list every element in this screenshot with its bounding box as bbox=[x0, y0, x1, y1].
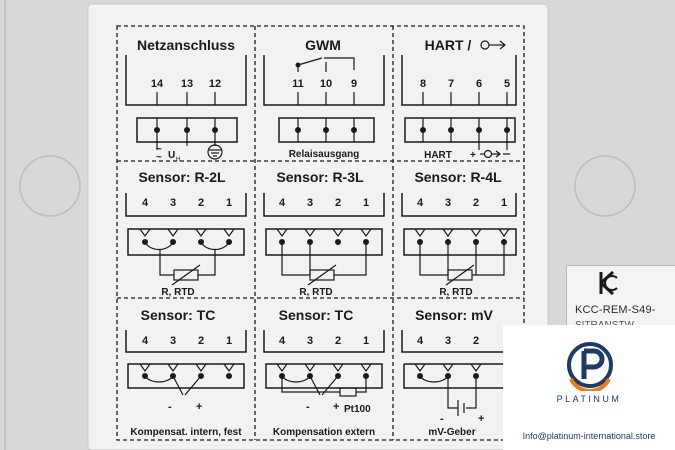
terminal-label: 4 bbox=[141, 197, 149, 209]
label-sheet bbox=[88, 4, 548, 450]
brand-name: PLATINUM bbox=[556, 394, 622, 404]
terminal-label: 10 bbox=[319, 78, 333, 90]
panel-title: Sensor: mV bbox=[415, 307, 493, 323]
terminal-label: 1 bbox=[362, 197, 370, 209]
terminal-label: 5 bbox=[503, 78, 511, 90]
panel-title: Sensor: R-3L bbox=[276, 169, 364, 185]
panel-title: Sensor: TC bbox=[140, 307, 216, 323]
tilde-label: ~ bbox=[156, 144, 162, 155]
terminal-label: 2 bbox=[334, 197, 342, 209]
plus-label: + bbox=[196, 401, 203, 413]
terminal-label: 2 bbox=[472, 335, 480, 347]
terminal-label: 2 bbox=[197, 335, 205, 347]
minus-label: - bbox=[440, 413, 444, 425]
pt100-label: Pt100 bbox=[344, 404, 371, 415]
panel-title: Sensor: R-2L bbox=[138, 169, 226, 185]
terminal-label: 4 bbox=[416, 335, 424, 347]
plus-label: + bbox=[478, 413, 485, 425]
panel-caption: R, RTD bbox=[161, 287, 195, 298]
terminal-label: 3 bbox=[444, 335, 452, 347]
panel-title: HART / bbox=[424, 37, 472, 53]
terminal-label: 3 bbox=[306, 197, 314, 209]
minus-label: - bbox=[306, 401, 310, 413]
panel-caption: mV-Geber bbox=[428, 427, 476, 438]
terminal-label: 4 bbox=[278, 197, 286, 209]
kc-mark-icon bbox=[597, 270, 619, 296]
terminal-label: 3 bbox=[169, 197, 177, 209]
panel-title: Netzanschluss bbox=[136, 37, 236, 53]
terminal-label: 1 bbox=[500, 197, 508, 209]
supply-voltage-label: U bbox=[168, 150, 176, 161]
terminal-label: 3 bbox=[306, 335, 314, 347]
minus-label: - bbox=[168, 401, 172, 413]
supply-voltage-subscript: H bbox=[176, 157, 181, 163]
brand-watermark bbox=[503, 325, 675, 450]
platinum-logo-icon bbox=[567, 339, 613, 391]
panel-caption: Relaisausgang bbox=[288, 149, 360, 160]
terminal-label: 1 bbox=[225, 197, 233, 209]
terminal-label: 2 bbox=[334, 335, 342, 347]
terminal-label: 11 bbox=[292, 78, 304, 90]
panel-caption: Kompensat. intern, fest bbox=[130, 427, 242, 438]
brand-email[interactable]: Info@platinum-international.store bbox=[522, 431, 656, 441]
panel-title: GWM bbox=[305, 37, 341, 53]
terminal-label: 14 bbox=[150, 78, 164, 90]
terminal-label: 4 bbox=[416, 197, 424, 209]
kc-code: KCC-REM-S49- bbox=[575, 304, 656, 316]
terminal-label: 4 bbox=[278, 335, 286, 347]
plus-label: + bbox=[470, 150, 476, 161]
panel-caption: Kompensation extern bbox=[272, 427, 376, 438]
terminal-label: 3 bbox=[444, 197, 452, 209]
terminal-label: 8 bbox=[419, 78, 427, 90]
terminal-label: 7 bbox=[447, 78, 455, 90]
terminal-label: 2 bbox=[197, 197, 205, 209]
terminal-label: 3 bbox=[169, 335, 177, 347]
tilde-label: ~ bbox=[156, 152, 162, 163]
panel-caption: HART bbox=[424, 150, 452, 161]
panel-title: Sensor: TC bbox=[278, 307, 354, 323]
terminal-label: 6 bbox=[475, 78, 483, 90]
panel-title: Sensor: R-4L bbox=[414, 169, 502, 185]
terminal-label: 1 bbox=[225, 335, 233, 347]
terminal-label: 13 bbox=[180, 78, 194, 90]
terminal-label: 9 bbox=[350, 78, 358, 90]
terminal-label: 2 bbox=[472, 197, 480, 209]
terminal-label: 4 bbox=[141, 335, 149, 347]
panel-caption: R, RTD bbox=[299, 287, 333, 298]
panel-caption: R, RTD bbox=[439, 287, 473, 298]
terminal-label: 1 bbox=[362, 335, 370, 347]
terminal-label: 12 bbox=[208, 78, 222, 90]
plus-label: + bbox=[333, 401, 340, 413]
